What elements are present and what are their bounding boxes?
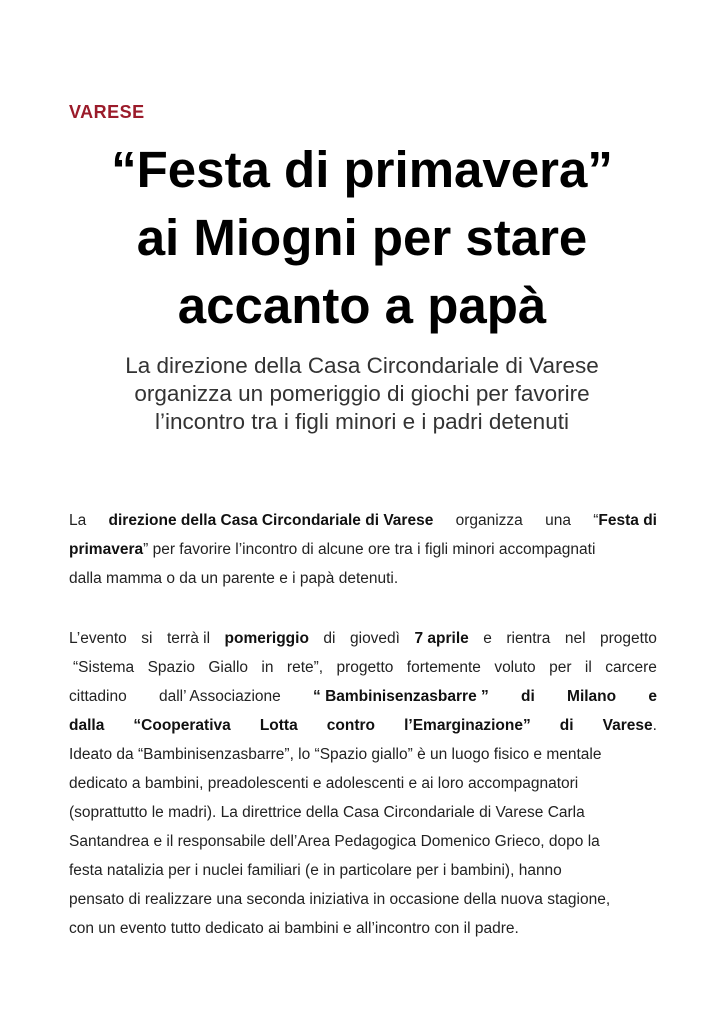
text-line: L’evento si terrà il pomeriggio di giovedì 7 aprile e rientra nel progetto	[69, 624, 657, 653]
subheadline-line: La direzione della Casa Circondariale di Varese	[125, 353, 599, 378]
emphasis: Lotta	[259, 717, 298, 734]
emphasis: di	[521, 688, 535, 705]
headline-line: accanto a papà	[177, 277, 547, 334]
text-line: (soprattutto le madri). La direttrice della Casa Circondariale di Varese Carla	[69, 804, 585, 821]
emphasis: “ Bambinisenzasbarre ”	[313, 688, 489, 705]
text-line: pensato di realizzare una seconda iniziativa in occasione della nuova stagione,	[69, 891, 611, 908]
emphasis: dalla	[69, 717, 105, 734]
headline	[40, 136, 684, 340]
text-line: dedicato a bambini, preadolescenti e adolescenti e ai loro accompagnatori	[69, 775, 579, 792]
emphasis: Milano	[567, 688, 617, 705]
text-line: con un evento tutto dedicato ai bambini e all’incontro con il padre.	[69, 920, 519, 937]
text-line: dalla mamma o da un parente e i papà detenuti.	[69, 570, 399, 587]
headline-line: ai Miogni per stare	[136, 209, 588, 266]
text-line: “Sistema Spazio Giallo in rete”, progetto fortemente voluto per il carcere	[73, 659, 657, 676]
emphasis: pomeriggio	[224, 630, 309, 647]
headline-line: “Festa di primavera”	[111, 141, 613, 198]
text-line: dalla “Cooperativa Lotta contro l’Emarginazione” di Varese.	[69, 711, 657, 740]
subheadline-line: l’incontro tra i figli minori e i padri detenuti	[155, 409, 569, 434]
emphasis: Varese	[602, 717, 653, 734]
text-line: cittadino dall’ Associazione “ Bambinisenzasbarre ” di Milano e	[69, 682, 657, 711]
emphasis: e	[648, 688, 657, 705]
emphasis: Festa di	[598, 512, 657, 529]
emphasis: di	[559, 717, 574, 734]
section-label: VARESE	[69, 102, 145, 122]
text-line: La direzione della Casa Circondariale di Varese organizza una “Festa di	[69, 506, 657, 535]
paragraph-event	[69, 624, 657, 943]
paragraph-intro	[69, 506, 657, 593]
emphasis: 7 aprile	[414, 630, 469, 647]
text-line: primavera” per favorire l’incontro di alcune ore tra i figli minori accompagnati	[69, 541, 596, 558]
emphasis: primavera	[69, 541, 144, 558]
text-line: Santandrea e il responsabile dell’Area Pedagogica Domenico Grieco, dopo la	[69, 833, 600, 850]
emphasis: l’Emarginazione”	[404, 717, 531, 734]
subheadline	[40, 352, 684, 436]
text-line: Ideato da “Bambinisenzasbarre”, lo “Spazio giallo” è un luogo fisico e mentale	[69, 746, 602, 763]
emphasis: direzione della Casa Circondariale di Varese	[108, 512, 434, 529]
emphasis: “Cooperativa	[133, 717, 231, 734]
emphasis: contro	[326, 717, 376, 734]
text-line: festa natalizia per i nuclei familiari (e in particolare per i bambini), hanno	[69, 862, 562, 879]
subheadline-line: organizza un pomeriggio di giochi per favorire	[134, 381, 590, 406]
